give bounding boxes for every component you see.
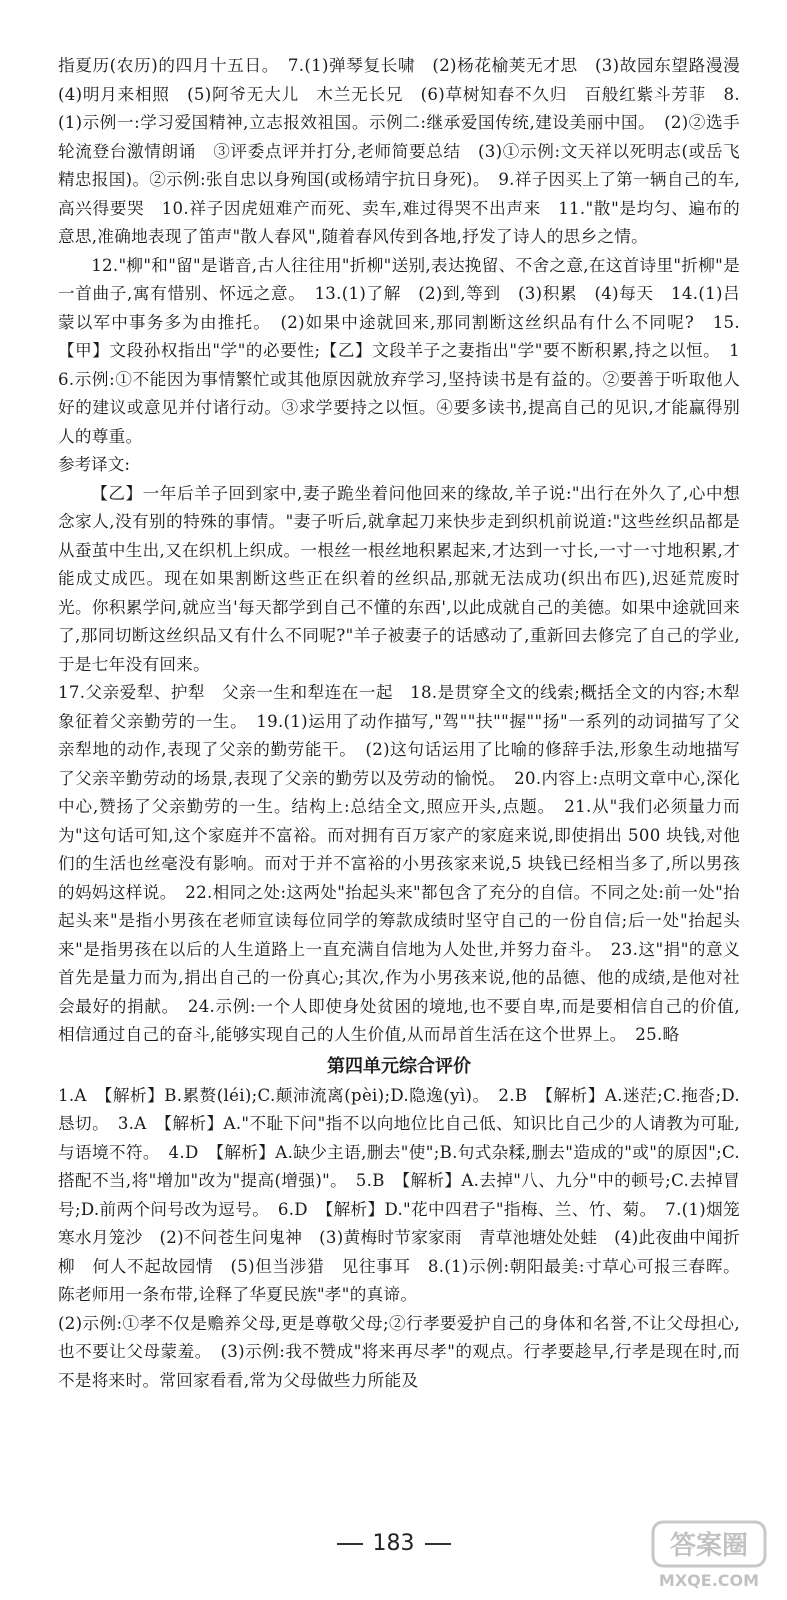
answer-paragraph: 指夏历(农历)的四月十五日。 7.(1)弹琴复长啸 (2)杨花榆荚无才思 (3)故园东望路漫漫 (4)明月来相照 (5)阿爷无大儿 木兰无长兄 (6)草树知春不久归 百般红紫斗芳菲 8.(1)示例一:学习爱国精神,立志报效祖国。示例二:继承爱国传统,建设美丽中国。 (2)②选手轮流登台激情朗诵 ③评委点评并打分,老师简要总结 (3)①示例:文天祥以死明志(或岳飞精忠报国)。②示例:张自忠以身殉国(或杨靖宇抗日身死)。 9.祥子因买上了第一辆自己的车,高兴得要哭 10.祥子因虎妞难产而死、卖车,难过得哭不出声来 11."散"是均匀、遍布的意思,准确地表现了笛声"散人春风",随着春风传到各地,抒发了诗人的思乡之情。 xyxy=(58,56,757,246)
watermark-url: MXQE.COM xyxy=(658,1571,760,1590)
translation-label: 参考译文: xyxy=(58,455,130,474)
page-number-value: 183 xyxy=(372,1531,415,1556)
answer-paragraph: 12."柳"和"留"是谐音,古人往往用"折柳"送别,表达挽留、不舍之意,在这首诗里"折柳"是一首曲子,寓有惜别、怀远之意。 13.(1)了解 (2)到,等到 (3)积累 (4)每天 14.(1)吕蒙以军中事务多为由推托。 (2)如果中途就回来,那同割断这丝织品有什么不同呢? 15.【甲】文段孙权指出"学"的必要性;【乙】文段羊子之妻指出"学"要不断积累,持之以恒。 16.示例:①不能因为事情繁忙或其他原因就放弃学习,坚持读书是有益的。②要善于听取他人好的建议或意见并付诸行动。③求学要持之以恒。④要多读书,提高自己的见识,才能赢得别人的尊重。 xyxy=(58,255,740,446)
section-title: 第四单元综合评价 xyxy=(327,1055,471,1077)
page-number-dash xyxy=(337,1543,363,1545)
page-number-dash xyxy=(425,1543,451,1545)
answer-paragraph: 1.A 【解析】B.累赘(léi);C.颠沛流离(pèi);D.隐逸(yì)。 2.B 【解析】A.迷茫;C.拖沓;D.恳切。 3.A 【解析】A."不耻下问"指不以向地位比自己低、知识比自己少的人请教为可耻,与语境不符。 4.D 【解析】A.缺少主语,删去"使";B.句式杂糅,删去"造成的"或"的原因";C.搭配不当,将"增加"改为"提高(增强)"。 5.B 【解析】A.去掉"八、九分"中的顿号;C.去掉冒号;D.前两个问号改为逗号。 6.D 【解析】D."花中四君子"指梅、兰、竹、菊。 7.(1)烟笼寒水月笼沙 (2)不问苍生问鬼神 (3)黄梅时节家家雨 青草池塘处处蛙 (4)此夜曲中闻折柳 何人不起故园情 (5)但当涉猎 见往事耳 8.(1)示例:朝阳最美:寸草心可报三春晖。陈老师用一条布带,诠释了华夏民族"孝"的真谛。 xyxy=(58,1085,740,1304)
watermark-text: 答案圈 xyxy=(669,1531,749,1561)
answer-page xyxy=(58,52,757,1572)
answer-paragraph: 17.父亲爱犁、护犁 父亲一生和犁连在一起 18.是贯穿全文的线索;概括全文的内容;木犁象征着父亲勤劳的一生。 19.(1)运用了动作描写,"驾""扶""握""扬"一系列的动词描写了父亲犁地的动作,表现了父亲的勤劳能干。 (2)这句话运用了比喻的修辞手法,形象生动地描写了父亲辛勤劳动的场景,表现了父亲的勤劳以及劳动的愉悦。 20.内容上:点明文章中心,深化中心,赞扬了父亲勤劳的一生。结构上:总结全文,照应开头,点题。 21.从"我们必须量力而为"这句话可知,这个家庭并不富裕。而对拥有百万家产的家庭来说,即使捐出 500 块钱,对他们的生活也丝毫没有影响。而对于并不富裕的小男孩家来说,5 块钱已经相当多了,所以男孩的妈妈这样说。 22.相同之处:这两处"抬起头来"都包含了充分的自信。不同之处:前一处"抬起头来"是指小男孩在老师宣读每位同学的筹款成绩时坚守自己的一份自信;后一处"抬起头来"是指男孩在以后的人生道路上一直充满自信地为人处世,并努力奋斗。 23.这"捐"的意义首先是量力而为,捐出自己的一份真心;其次,作为小男孩来说,他的品德、他的成绩,是他对社会最好的捐献。 24.示例:一个人即使身处贫困的境地,也不要自卑,而是要相信自己的价值,相信通过自己的奋斗,能够实现自己的人生价值,从而昂首生活在这个世界上。 25.略 xyxy=(58,683,740,1044)
answer-paragraph: (2)示例:①孝不仅是赡养父母,更是尊敬父母;②行孝要爱护自己的身体和名誉,不让父母担心,也不要让父母蒙羞。 (3)示例:我不赞成"将来再尽孝"的观点。行孝要趁早,行孝是现在时,而不是将来时。常回家看看,常为父母做些力所能及 xyxy=(58,1313,740,1390)
watermark-logo xyxy=(649,1518,769,1592)
translation-paragraph: 【乙】一年后羊子回到家中,妻子跪坐着问他回来的缘故,羊子说:"出行在外久了,心中想念家人,没有别的特殊的事情。"妻子听后,就拿起刀来快步走到织机前说道:"这些丝织品都是从蚕茧中生出,又在织机上织成。一根丝一根丝地积累起来,才达到一寸长,一寸一寸地积累,才能成丈成匹。现在如果割断这些正在织着的丝织品,那就无法成功(织出布匹),迟延荒废时光。你积累学问,就应当'每天都学到自己不懂的东西',以此成就自己的美德。如果中途就回来了,那同切断这丝织品又有什么不同呢?"羊子被妻子的话感动了,重新回去修完了自己的学业,于是七年没有回来。 xyxy=(58,483,740,674)
